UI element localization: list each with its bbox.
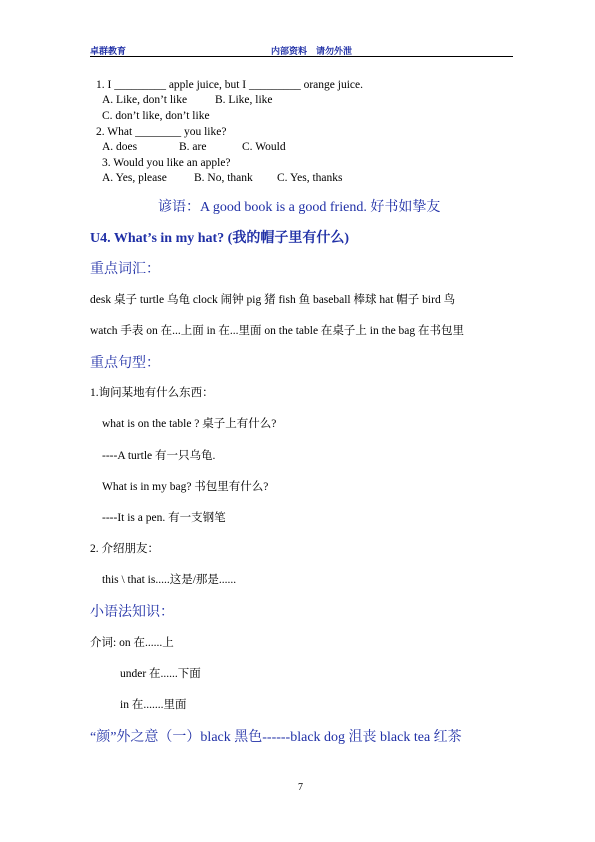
grammar-heading: 小语法知识：: [90, 605, 174, 620]
sentence-example-2: What is in my bag? 书包里有什么?: [102, 481, 269, 493]
question-1-option-b: B. Like, like: [215, 94, 273, 106]
question-3-option-b: B. No, thank: [194, 172, 253, 184]
proverb: 谚语：A good book is a good friend. 好书如挚友: [158, 200, 441, 215]
sentences-item-1: 1.询问某地有什么东西：: [90, 387, 214, 399]
sentences-heading: 重点句型：: [90, 356, 160, 371]
header-left: 卓群教育: [90, 47, 127, 57]
sentence-answer-2: ----It is a pen. 有一支钢笔: [102, 512, 226, 524]
question-3-option-c: C. Yes, thanks: [277, 172, 343, 184]
unit-title: U4. What’s in my hat? (我的帽子里有什么): [90, 231, 350, 246]
grammar-line-2: under 在......下面: [120, 668, 201, 680]
sentence-example-1: what is on the table ? 桌子上有什么?: [102, 418, 277, 430]
question-3: 3. Would you like an apple?: [102, 157, 231, 169]
vocab-line-1: desk 桌子 turtle 乌龟 clock 闹钟 pig 猪 fish 鱼 baseball 棒球 hat 帽子 bird 鸟: [90, 294, 456, 306]
grammar-line-3: in 在.......里面: [120, 699, 187, 711]
header-right: 内部资料 请勿外泄: [271, 47, 353, 57]
header-rule: [90, 56, 513, 57]
question-1: 1. I _________ apple juice, but I _________ orange juice.: [96, 79, 363, 91]
sentence-example-3: this \ that is.....这是/那是......: [102, 574, 237, 586]
page-number: 7: [298, 782, 303, 793]
question-1-option-c: C. don’t like, don’t like: [102, 110, 210, 122]
question-2: 2. What ________ you like?: [96, 126, 227, 138]
grammar-line-1: 介词: on 在......上: [90, 637, 174, 649]
sentences-item-2: 2. 介绍朋友：: [90, 543, 159, 555]
question-1-option-a: A. Like, don’t like: [102, 94, 188, 106]
sentence-answer-1: ----A turtle 有一只乌龟.: [102, 450, 216, 462]
question-2-option-a: A. does: [102, 141, 138, 153]
question-2-option-b: B. are: [179, 141, 207, 153]
question-2-option-c: C. Would: [242, 141, 286, 153]
question-3-option-a: A. Yes, please: [102, 172, 167, 184]
vocab-line-2: watch 手表 on 在...上面 in 在...里面 on the table 在桌子上 in the bag 在书包里: [90, 325, 465, 337]
vocab-heading: 重点词汇：: [90, 262, 160, 277]
idiom-line: “颜”外之意（一）black 黑色------black dog 沮丧 black tea 红茶: [90, 730, 462, 745]
